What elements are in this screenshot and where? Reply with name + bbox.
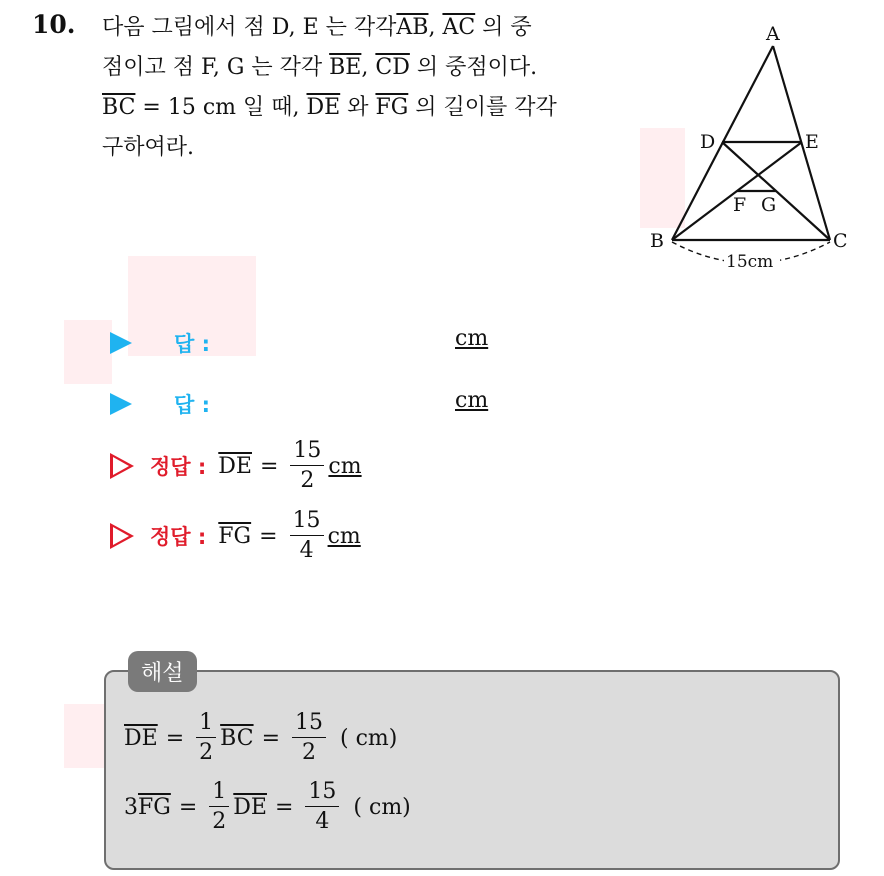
segment-bc: $\overline{BC}$ (220, 725, 254, 751)
separator: , (361, 55, 376, 80)
question-line-2 (102, 48, 622, 88)
label-d: D (700, 131, 716, 153)
fraction (292, 712, 326, 764)
question-line-4: 구하여라. (102, 135, 195, 160)
answer-unit: cm (328, 453, 362, 479)
explanation-tag: 해설 (128, 651, 197, 692)
numerator: 15 (290, 440, 324, 466)
answer-segment-fg: $\overline{FG}$ (218, 523, 252, 549)
question-text (102, 8, 622, 168)
denominator: 4 (315, 809, 330, 834)
coefficient: 3 (124, 794, 138, 820)
fraction (196, 712, 216, 764)
hollow-arrow-icon (110, 453, 136, 479)
label-f: F (733, 194, 747, 216)
segment-bc: $\overline{BC}$ (102, 95, 136, 120)
answer-row-2 (110, 389, 210, 419)
fraction (290, 510, 324, 562)
label-c: C (833, 230, 848, 252)
label-b: B (650, 230, 664, 252)
equals: = (178, 794, 198, 820)
correct-answer-row-2 (110, 506, 361, 566)
segment-de: $\overline{DE}$ (124, 725, 158, 751)
scan-artifact (64, 320, 112, 384)
segment-cd: $\overline{CD}$ (375, 55, 410, 80)
correct-answer-row-1 (110, 436, 362, 496)
fraction (290, 440, 324, 492)
numerator: 15 (305, 781, 339, 807)
equals: = (261, 725, 280, 751)
fraction (209, 781, 229, 833)
question-text-part: 의 길이를 각각 (408, 95, 557, 120)
denominator: 4 (299, 538, 314, 563)
length-label: 15cm (726, 252, 774, 272)
numerator: 15 (290, 510, 324, 536)
answer-unit: cm (455, 388, 489, 413)
numerator: 1 (196, 712, 216, 738)
triangle-figure (640, 22, 860, 282)
explanation-line-2 (124, 777, 411, 837)
question-text-part: 의 중점이다. (409, 55, 538, 80)
question-text-part: 의 중 (475, 15, 532, 40)
question-text-part: = 15 cm 일 때, (135, 95, 307, 120)
denominator: 2 (302, 740, 316, 765)
correct-label: 정답 : (150, 525, 207, 549)
numerator: 15 (292, 712, 326, 738)
numerator: 1 (209, 781, 229, 807)
question-text-part: 다음 그림에서 점 D, E 는 각각 (102, 15, 397, 40)
segment-be: $\overline{BE}$ (329, 55, 362, 80)
segment-fg: $\overline{FG}$ (375, 95, 409, 120)
answer-segment-de: $\overline{DE}$ (218, 453, 252, 479)
unit: ( cm) (353, 794, 411, 820)
equals: = (259, 523, 278, 549)
correct-label: 정답 : (150, 455, 207, 479)
answer-label: 답 : (174, 393, 210, 417)
equals: = (274, 794, 294, 820)
answer-row-1 (110, 328, 210, 358)
equals: = (259, 453, 279, 479)
question-text-part: 와 (340, 95, 376, 120)
question-line-3 (102, 88, 622, 128)
segment-fg: $\overline{FG}$ (138, 794, 171, 820)
equals: = (165, 725, 185, 751)
hollow-arrow-icon (110, 523, 136, 549)
answer-arrow-icon (110, 332, 132, 354)
fraction (305, 781, 339, 833)
segment-de: $\overline{DE}$ (306, 95, 341, 120)
answer-arrow-icon (110, 393, 132, 415)
segment-de: $\overline{DE}$ (233, 794, 267, 820)
answer-unit: cm (327, 523, 361, 549)
explanation-box (104, 670, 840, 870)
label-a: A (766, 23, 780, 45)
segment-ac: $\overline{AC}$ (442, 15, 476, 40)
denominator: 2 (212, 809, 227, 834)
denominator: 2 (199, 740, 214, 765)
question-line-1 (102, 8, 622, 48)
label-g: G (761, 194, 777, 216)
answer-unit: cm (455, 326, 489, 351)
denominator: 2 (300, 468, 315, 493)
explanation-line-1 (124, 708, 397, 768)
label-e: E (805, 131, 819, 153)
question-text-part: 점이고 점 F, G 는 각각 (102, 55, 330, 80)
unit: ( cm) (340, 725, 398, 751)
scan-artifact (64, 704, 104, 768)
answer-label: 답 : (174, 332, 210, 356)
separator: , (428, 15, 443, 40)
question-number: 10. (32, 10, 76, 39)
segment-ab: $\overline{AB}$ (396, 15, 429, 40)
